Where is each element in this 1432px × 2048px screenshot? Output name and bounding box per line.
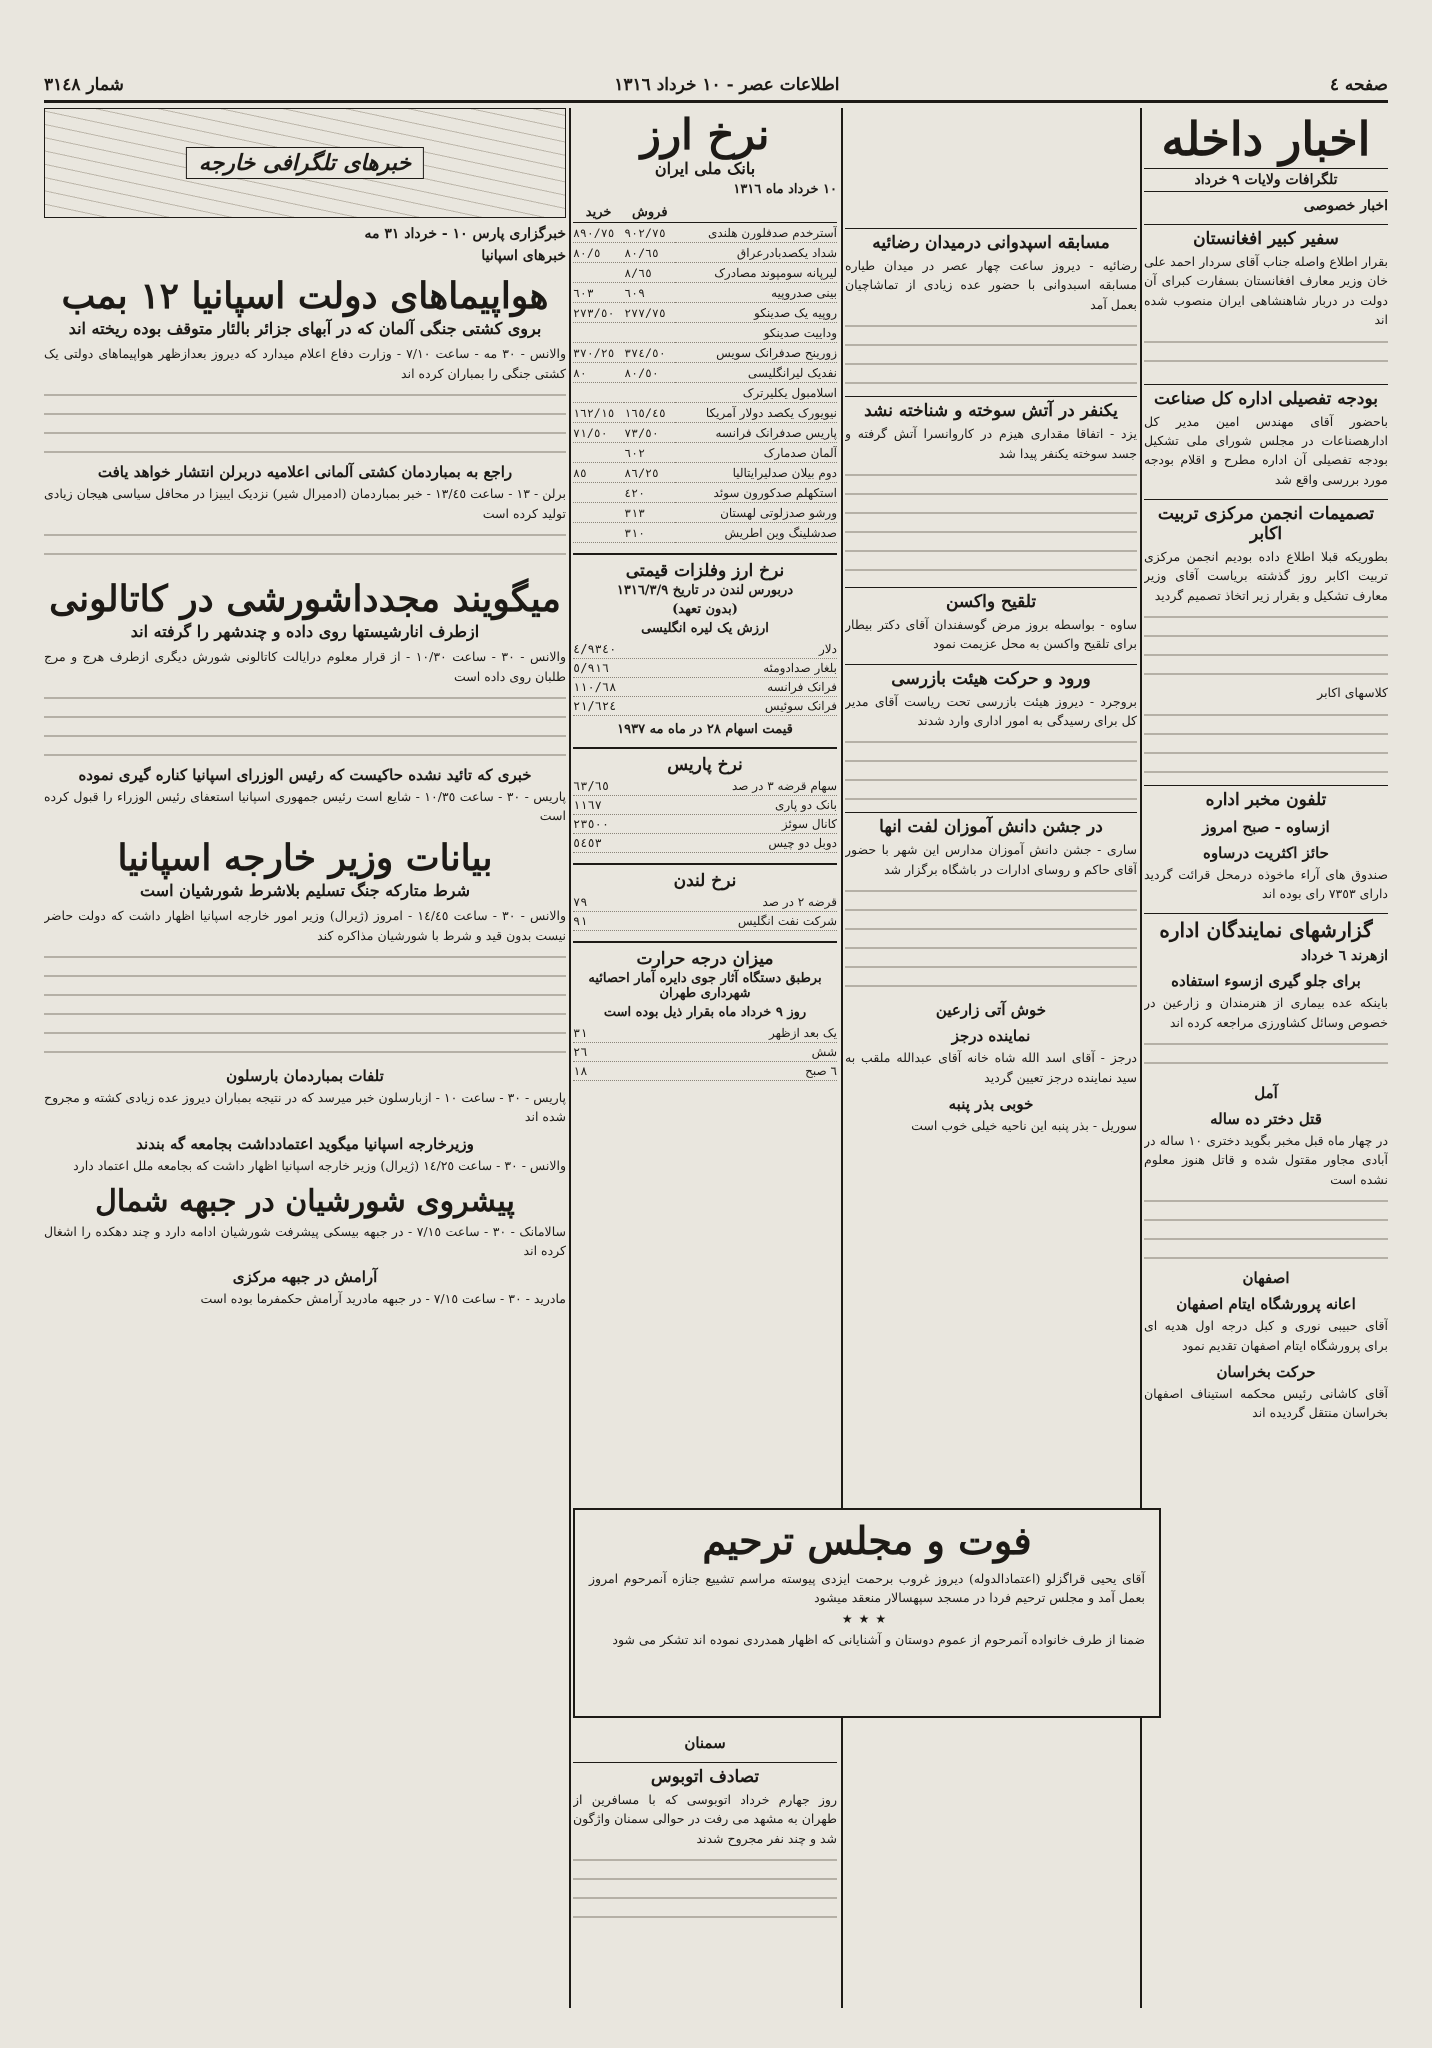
rates-table-header — [573, 203, 837, 223]
rate-cell-sell: ٨٦/٢٥ — [624, 463, 675, 483]
article-body: رضائیه - دیروز ساعت چهار عصر در میدان طیاره مسابقه اسبدوانی با حضور عده زیادی از تماشاچیان بعمل آمد — [845, 258, 1137, 312]
rate-line — [573, 912, 837, 931]
rate-cell-buy — [573, 483, 624, 503]
rate-cell-sell: ٨/٦٥ — [624, 263, 675, 283]
rate-line — [573, 1024, 837, 1043]
rate-row — [573, 423, 837, 443]
article-headline: در جشن دانش آموزان لفت انها — [845, 812, 1137, 837]
box-title: نرخ ارز وفلزات قیمتی — [573, 553, 837, 581]
provincial-news-column — [845, 108, 1137, 1718]
rate-cell-buy — [573, 263, 624, 283]
obituary-body: ضمنا از طرف خانواده آنمرحوم از عموم دوستان و آشنایانی که اظهار همدردی نموده اند تشکر می شود — [612, 1631, 1145, 1647]
article-subheadline: بروی کشتی جنگی آلمان که در آبهای جزائر بالئار متوقف بوده ریخته اند — [68, 319, 542, 339]
article-headline: راجع به بمباردمان کشتی آلمانی اعلامیه دربرلن انتشار خواهد یافت — [97, 463, 513, 482]
col-header-buy: خرید — [573, 203, 624, 223]
rate-value: ٣١ — [573, 1026, 588, 1040]
rate-line — [573, 834, 837, 853]
rate-row — [573, 383, 837, 403]
paper-date: اطلاعات عصر - ١٠ خرداد ١٣١٦ — [614, 75, 840, 95]
rate-cell-buy: ٨٥ — [573, 463, 624, 483]
article-body: آقای کاشانی رئیس محکمه استیناف اصفهان بخراسان منتقل گردیده اند — [1144, 1385, 1388, 1421]
rate-line — [573, 815, 837, 834]
article-headline: آمل — [1254, 1084, 1278, 1102]
box-note: (بدون تعهد) — [672, 602, 738, 617]
section-subtitle: تلگرافات ولایات ٩ خرداد — [1144, 168, 1388, 192]
rate-cell-buy: ٣٧٠/٢٥ — [573, 343, 624, 363]
rate-label: دوبل دو چیس — [768, 836, 837, 850]
section-banner-domestic: اخبار داخله — [1161, 112, 1371, 166]
article-headline: اعانه پرورشگاه ایتام اصفهان — [1176, 1295, 1356, 1314]
article-body: سوریل - بذر پنبه این ناحیه خیلی خوب است — [911, 1117, 1137, 1133]
box-subtitle: ارزش یک لیره انگلیسی — [641, 621, 769, 636]
article-headline: ورود و حرکت هیئت بازرسی — [845, 664, 1137, 689]
rate-row — [573, 243, 837, 263]
text-lines — [44, 527, 566, 567]
rate-line — [573, 697, 837, 716]
temperature-list — [573, 1024, 837, 1081]
article-headline: اصفهان — [1242, 1269, 1290, 1288]
rate-label: قرضه ٢ در صد — [762, 895, 837, 909]
rate-label: بلغار صدادومئه — [763, 661, 837, 675]
rate-row — [573, 343, 837, 363]
rate-cell-name: روپیه یک صدینکو — [675, 303, 837, 323]
rate-value: ٧٩ — [573, 895, 588, 909]
london-shares-list — [573, 893, 837, 931]
rate-label: بانک دو پاری — [774, 798, 837, 812]
article-body: ساری - جشن دانش آموزان مدارس این شهر با حضور آقای حاکم و روسای ادارات در باشگاه برگزار شد — [845, 842, 1137, 877]
article-body: باحضور آقای مهندس امین مدیر کل ادارهصناعات در مجلس شورای ملی تشکیل بودجه تفصیلی آن اداره مطرح و اقلام بودجه مورد بررسی واقع شد — [1144, 413, 1388, 487]
rate-label: فرانک فرانسه — [767, 680, 837, 694]
article-body: صندوق های آراء ماخوذه درمحل قرائت گردید دارای ٧٣٥٣ رای بوده اند — [1144, 866, 1388, 901]
text-lines — [44, 690, 566, 758]
article-headline: بیانات وزیر خارجه اسپانیا — [117, 836, 493, 879]
article-body: درجز - آقای اسد الله شاه خانه آقای عبدالله ملقب به سید نماینده درجز تعیین گردید — [845, 1050, 1137, 1085]
text-lines — [845, 883, 1137, 993]
rate-line — [573, 1062, 837, 1081]
rate-label: دلار — [819, 642, 837, 656]
article-body: روز جهارم خرداد اتوبوسی که با مسافرین از طهران به مشهد می رفت در حوالی سمنان واژگون شد و چند نفر مجروح شدند — [573, 1792, 837, 1846]
rate-line — [573, 893, 837, 912]
article-body: پاریس - ٣٠ - ساعت ١٠ - ازبارسلون خبر میرسد که در نتیجه بمباران دیروز عده زیادی کشته و مجروح شده اند — [44, 1089, 566, 1125]
rate-row — [573, 463, 837, 483]
col-header-sell: فروش — [624, 203, 675, 223]
rates-table-body — [573, 223, 837, 543]
rate-line — [573, 777, 837, 796]
rate-row — [573, 363, 837, 383]
article-body: در چهار ماه قبل مخبر بگوید دختری ١٠ ساله در آبادی مجاور مقتول شده و قاتل هنوز معلوم نشده است — [1144, 1133, 1388, 1187]
rate-line — [573, 659, 837, 678]
star-divider: ★★★ — [841, 1611, 893, 1626]
rate-cell-name: آلمان صدمارک — [675, 443, 837, 463]
article-headline: سفیر کبیر افغانستان — [1144, 224, 1388, 249]
rate-label: ٦ صبح — [805, 1064, 837, 1078]
article-headline: بودجه تفصیلی اداره کل صناعت — [1144, 384, 1388, 409]
article-headline: سمنان — [684, 1734, 726, 1752]
text-lines — [1144, 609, 1388, 677]
rate-label: سهام قرضه ٣ در صد — [732, 779, 837, 793]
article-headline: حرکت بخراسان — [1216, 1362, 1316, 1381]
rate-cell-name: وداییت صدینکو — [675, 323, 837, 343]
rate-cell-buy: ٦٠٣ — [573, 283, 624, 303]
article-subheadline: شرط متارکه جنگ تسلیم بلاشرط شورشیان است — [139, 881, 471, 901]
article-body: مادرید - ٣٠ - ساعت ٧/١٥ - در جبهه مادرید آرامش حکمفرما بوده است — [200, 1291, 566, 1307]
article-body: والانس - ٣٠ مه - ساعت ٧/١٠ - وزارت دفاع اعلام میدارد که دیروز بعدازظهر هواپیماهای دولتی یک کشتی جنگی را بمباران کرده اند — [44, 346, 566, 381]
article-body: یزد - اتفاقا مقداری هیزم در کاروانسرا آتش گرفته و جسد سوخته یکنفر پیدا شد — [845, 426, 1137, 461]
article-body: آقای حبیبی نوری و کبل درجه اول هدیه ای برای پرورشگاه ایتام اصفهان تقدیم نمود — [1144, 1318, 1388, 1353]
rate-cell-name: نفدیک لیرانگلیسی — [675, 363, 837, 383]
article-body: باینکه عده بیماری از هنرمندان و زارعین در خصوص وسائل کشاورزی مراجعه کرده اند — [1144, 995, 1388, 1030]
article-body: والانس - ٣٠ - ساعت ١٠/٣٠ - از قرار معلوم درایالت کاتالونی شورش دیگری ازطرف هرج و مرج طلبان روی داده است — [44, 649, 566, 684]
text-lines — [845, 318, 1137, 386]
article-headline: ازساوه - صبح امروز — [1202, 817, 1330, 836]
rate-row — [573, 403, 837, 423]
paris-rates-list — [573, 777, 837, 853]
rate-cell-name: صدشلینگ وین اطریش — [675, 523, 837, 543]
rate-cell-sell: ٣١٣ — [624, 503, 675, 523]
article-headline: نماینده درجز — [951, 1027, 1031, 1046]
article-headline: برای جلو گیری ازسوء استفاده — [1171, 972, 1361, 991]
article-headline: آرامش در جبهه مرکزی — [232, 1268, 378, 1287]
rate-cell-sell: ٣١٠ — [624, 523, 675, 543]
rate-cell-sell — [624, 383, 675, 403]
foreign-news-column — [44, 108, 566, 2008]
rate-cell-name: استکهلم صدکورون سوئد — [675, 483, 837, 503]
rate-cell-buy: ٨٠ — [573, 363, 624, 383]
rate-row — [573, 443, 837, 463]
rate-cell-sell — [624, 323, 675, 343]
column-rule — [569, 108, 571, 2008]
article-headline: قتل دختر ده ساله — [1210, 1110, 1322, 1128]
rate-value: ١١٠/٦٨ — [573, 680, 617, 694]
rate-cell-name: آسترخدم صدفلورن هلندی — [675, 223, 837, 243]
rate-row — [573, 503, 837, 523]
column-rule — [1140, 108, 1142, 2008]
logo-text: خبرهای تلگرافی خارجه — [186, 147, 424, 179]
rate-cell-name: زورینح صدفرانک سویس — [675, 343, 837, 363]
article-body: والانس - ٣٠ - ساعت ١٤/٢٥ (ژیرال) وزیر خارجه اسپانیا اظهار داشت که بجامعه ملل اعتماد دارد — [73, 1157, 566, 1173]
rates-subtitle: بانک ملی ایران — [654, 159, 756, 178]
rate-value: ٤/٩٣٤٠ — [573, 642, 617, 656]
article-body: سالامانک - ٣٠ - ساعت ٧/١٥ - در جبهه بیسکی پیشرفت شورشیان ادامه دارد و چند دهکده را اشغال کرده اند — [44, 1223, 566, 1258]
rate-cell-name: دوم بیلان صدلیرایتالیا — [675, 463, 837, 483]
rate-row — [573, 523, 837, 543]
rate-cell-buy: ٨٩٠/٧٥ — [573, 223, 624, 243]
col-header-name — [675, 203, 837, 223]
rate-line — [573, 678, 837, 697]
rate-cell-sell: ٣٧٤/٥٠ — [624, 343, 675, 363]
article-headline: گزارشهای نمایندگان اداره — [1144, 913, 1388, 942]
rate-cell-name: پاریس صدفرانک فرانسه — [675, 423, 837, 443]
rate-cell-buy — [573, 383, 624, 403]
rate-cell-sell: ١٦٥/٤٥ — [624, 403, 675, 423]
rate-value: ١١٦٧ — [573, 798, 602, 812]
rate-value: ٢٦ — [573, 1045, 588, 1059]
rate-cell-sell: ٦٠٩ — [624, 283, 675, 303]
rate-cell-sell: ٩٠٢/٧٥ — [624, 223, 675, 243]
rate-line — [573, 640, 837, 659]
rate-value: ٥/٩١٦ — [573, 661, 610, 675]
article-body: والانس - ٣٠ - ساعت ١٤/٤٥ - امروز (ژیرال) وزیر امور خارجه اسپانیا اظهار داشت که دولت حاضر نیست بدون قید و شرط با شورشیان مذاکره کند — [44, 908, 566, 943]
exchange-rates-column — [573, 108, 837, 1500]
article-headline: پیشروی شورشیان در جبهه شمال — [95, 1184, 515, 1220]
article-headline: حائز اکثریت درساوه — [1203, 843, 1329, 862]
rate-cell-buy: ٨٠/٥ — [573, 243, 624, 263]
text-lines — [1144, 334, 1388, 374]
issue-number: شمار ٣١٤٨ — [44, 75, 124, 95]
article-headline: خوش آتی زارعین — [935, 1001, 1047, 1020]
rate-row — [573, 323, 837, 343]
kicker: خبرهای اسپانیا — [481, 248, 566, 264]
box-title: نرخ لندن — [573, 863, 837, 891]
rate-label: فرانک سوئیس — [764, 699, 837, 713]
kicker: اخبار خصوصی — [1303, 198, 1388, 214]
rate-row — [573, 303, 837, 323]
masthead — [44, 70, 1388, 103]
article-headline: میگویند مجدداشورشی در کاتالونی — [49, 577, 561, 620]
rate-label: شرکت نفت انگلیس — [737, 914, 837, 928]
text-lines — [1144, 707, 1388, 775]
article-headline: وزیرخارجه اسپانیا میگوید اعتمادداشت بجامعه گه بندند — [136, 1134, 474, 1153]
rate-cell-name: لیرپانه سومپوند مصادرک — [675, 263, 837, 283]
article-headline: یکنفر در آتش سوخته و شناخته نشد — [845, 396, 1137, 421]
rate-cell-sell: ٢٧٧/٧٥ — [624, 303, 675, 323]
dateline: خبرگزاری پارس ١٠ - خرداد ٣١ مه — [364, 226, 566, 242]
text-lines — [845, 467, 1137, 577]
box-subtitle: برطبق دستگاه آثار جوی دایره آمار احصائیه شهرداری طهران — [588, 971, 822, 1001]
article-headline: هواپیماهای دولت اسپانیا ١٢ بمب — [61, 275, 549, 317]
box-title: نرخ پاریس — [573, 747, 837, 775]
rate-cell-buy — [573, 523, 624, 543]
article-body: پاریس - ٣٠ - ساعت ١٠/٣٥ - شایع است رئیس جمهوری اسپانیا استعفای رئیس الوزراء را قبول کرده است — [44, 789, 566, 824]
article-headline: تلقیح واکسن — [845, 587, 1137, 612]
text-lines — [44, 387, 566, 455]
text-lines — [845, 734, 1137, 802]
rate-cell-buy: ٧١/٥٠ — [573, 423, 624, 443]
text-lines — [1144, 1036, 1388, 1076]
article-headline: تصادف اتوبوس — [573, 1762, 837, 1787]
article-headline: تلفون مخبر اداره — [1144, 785, 1388, 810]
rate-cell-buy: ١٦٢/١٥ — [573, 403, 624, 423]
page-number: صفحه ٤ — [1329, 75, 1388, 95]
rate-cell-name: بینی صدروپیه — [675, 283, 837, 303]
article-body: بطوریکه قبلا اطلاع داده بودیم انجمن مرکزی تربیت اکابر روز گذشته بریاست آقای وزیر معارف تشکیل و بقرار زیر اتخاذ تصمیم گردید — [1144, 549, 1388, 603]
box-title: میزان درجه حرارت — [573, 941, 837, 969]
obituary-box — [573, 1508, 1161, 1718]
london-rates-list — [573, 640, 837, 716]
rate-cell-buy — [573, 323, 624, 343]
rate-label: یک بعد ازظهر — [769, 1026, 837, 1040]
rate-row — [573, 283, 837, 303]
text-lines — [44, 949, 566, 1059]
column-rule — [841, 108, 843, 2008]
article-body: ساوه - بواسطه بروز مرض گوسفندان آقای دکتر بیطار برای تلقیح واکسن به محل عزیمت نمود — [845, 616, 1137, 652]
foreign-telegrams-logo — [44, 108, 566, 218]
rate-cell-sell: ٦٠٢ — [624, 443, 675, 463]
text-lines — [1144, 1193, 1388, 1261]
rate-cell-name: اسلامبول یکلیرترک — [675, 383, 837, 403]
article-headline: خوبی بذر پنبه — [948, 1094, 1034, 1113]
obituary-body: آقای یحیی قراگزلو (اعتمادالدوله) دیروز غروب برحمت ایزدی پیوسته مراسم تشییع جنازه آنمرحوم امروز بعمل آمد و مجلس ترحیم فردا در مسجد سپهسالار منعقد میشود — [589, 1571, 1145, 1606]
article-body: بقرار اطلاع واصله جناب آقای سردار احمد علی خان وزیر معارف افغانستان بسفارت کبرای آن دولت در دربار شاهنشاهی ایران منصوب شده اند — [1144, 254, 1388, 328]
obituary-title: فوت و مجلس ترحیم — [702, 1518, 1032, 1563]
box-subtitle: دربورس لندن در تاریخ ١٣١٦/٣/٩ — [616, 583, 794, 598]
rates-title: نرخ ارز — [640, 110, 770, 159]
rate-line — [573, 1043, 837, 1062]
article-body: برلن - ١٣ - ساعت ١٣/٤٥ - خبر بمباردمان (ادمیرال شیر) نزدیک ایبیزا در محافل سیاسی هیجان زیادی تولید کرده است — [44, 486, 566, 521]
article-subheadline: ازطرف انارشیستها روی داده و چندشهر را گرفته اند — [130, 622, 480, 642]
rate-value: ٢١/٦٢٤ — [573, 699, 617, 713]
article-body: بروجرد - دیروز هیئت بازرسی تحت ریاست آقای مدیر کل برای رسیدگی به امور اداری وارد شدند — [845, 693, 1137, 728]
rate-cell-name: شداد یکصدبادرعراق — [675, 243, 837, 263]
article-headline: تلفات بمباردمان بارسلون — [226, 1066, 384, 1085]
rate-cell-buy — [573, 443, 624, 463]
article-headline: تصمیمات انجمن مرکزی تربیت اکابر — [1144, 499, 1388, 544]
rate-value: ٩١ — [573, 914, 588, 928]
rate-label: کانال سوئز — [781, 817, 837, 831]
rates-table — [573, 203, 837, 543]
rate-cell-name: ورشو صدزلوتی لهستان — [675, 503, 837, 523]
semnan-news — [573, 1726, 837, 2008]
rate-cell-sell: ٨٠/٥٠ — [624, 363, 675, 383]
rate-label: شش — [811, 1045, 837, 1059]
rate-value: ٥٤٥٣ — [573, 836, 602, 850]
kicker: ازهرند ٦ خرداد — [1300, 948, 1388, 965]
domestic-news-column — [1144, 108, 1388, 2008]
rate-value: ٦٣/٦٥ — [573, 779, 610, 793]
rate-row — [573, 263, 837, 283]
box-subtitle: روز ٩ خرداد ماه بقرار ذیل بوده است — [603, 1005, 807, 1020]
rate-cell-sell: ٨٠/٦٥ — [624, 243, 675, 263]
rate-row — [573, 483, 837, 503]
article-body: کلاسهای اکابر — [1317, 685, 1388, 701]
rate-value: ١٨ — [573, 1064, 588, 1078]
text-lines — [573, 1852, 837, 1920]
rate-cell-buy — [573, 503, 624, 523]
rate-value: ٢٣٥٠٠ — [573, 817, 610, 831]
rate-cell-name: نیویورک یکصد دولار آمریکا — [675, 403, 837, 423]
rates-date: ١٠ خرداد ماه ١٣١٦ — [733, 182, 837, 197]
rate-line — [573, 796, 837, 815]
rate-cell-sell: ٤٢٠ — [624, 483, 675, 503]
article-headline: مسابقه اسپدوانی درمیدان رضائیه — [845, 228, 1137, 253]
article-headline: خبری که تائید نشده حاکیست که رئیس الوزرای اسپانیا کناره گیری نموده — [78, 766, 532, 785]
rate-row — [573, 223, 837, 243]
rate-cell-sell: ٧٣/٥٠ — [624, 423, 675, 443]
box-note: قیمت اسهام ٢٨ در ماه مه ١٩٣٧ — [617, 722, 793, 737]
rate-cell-buy: ٢٧٣/٥٠ — [573, 303, 624, 323]
